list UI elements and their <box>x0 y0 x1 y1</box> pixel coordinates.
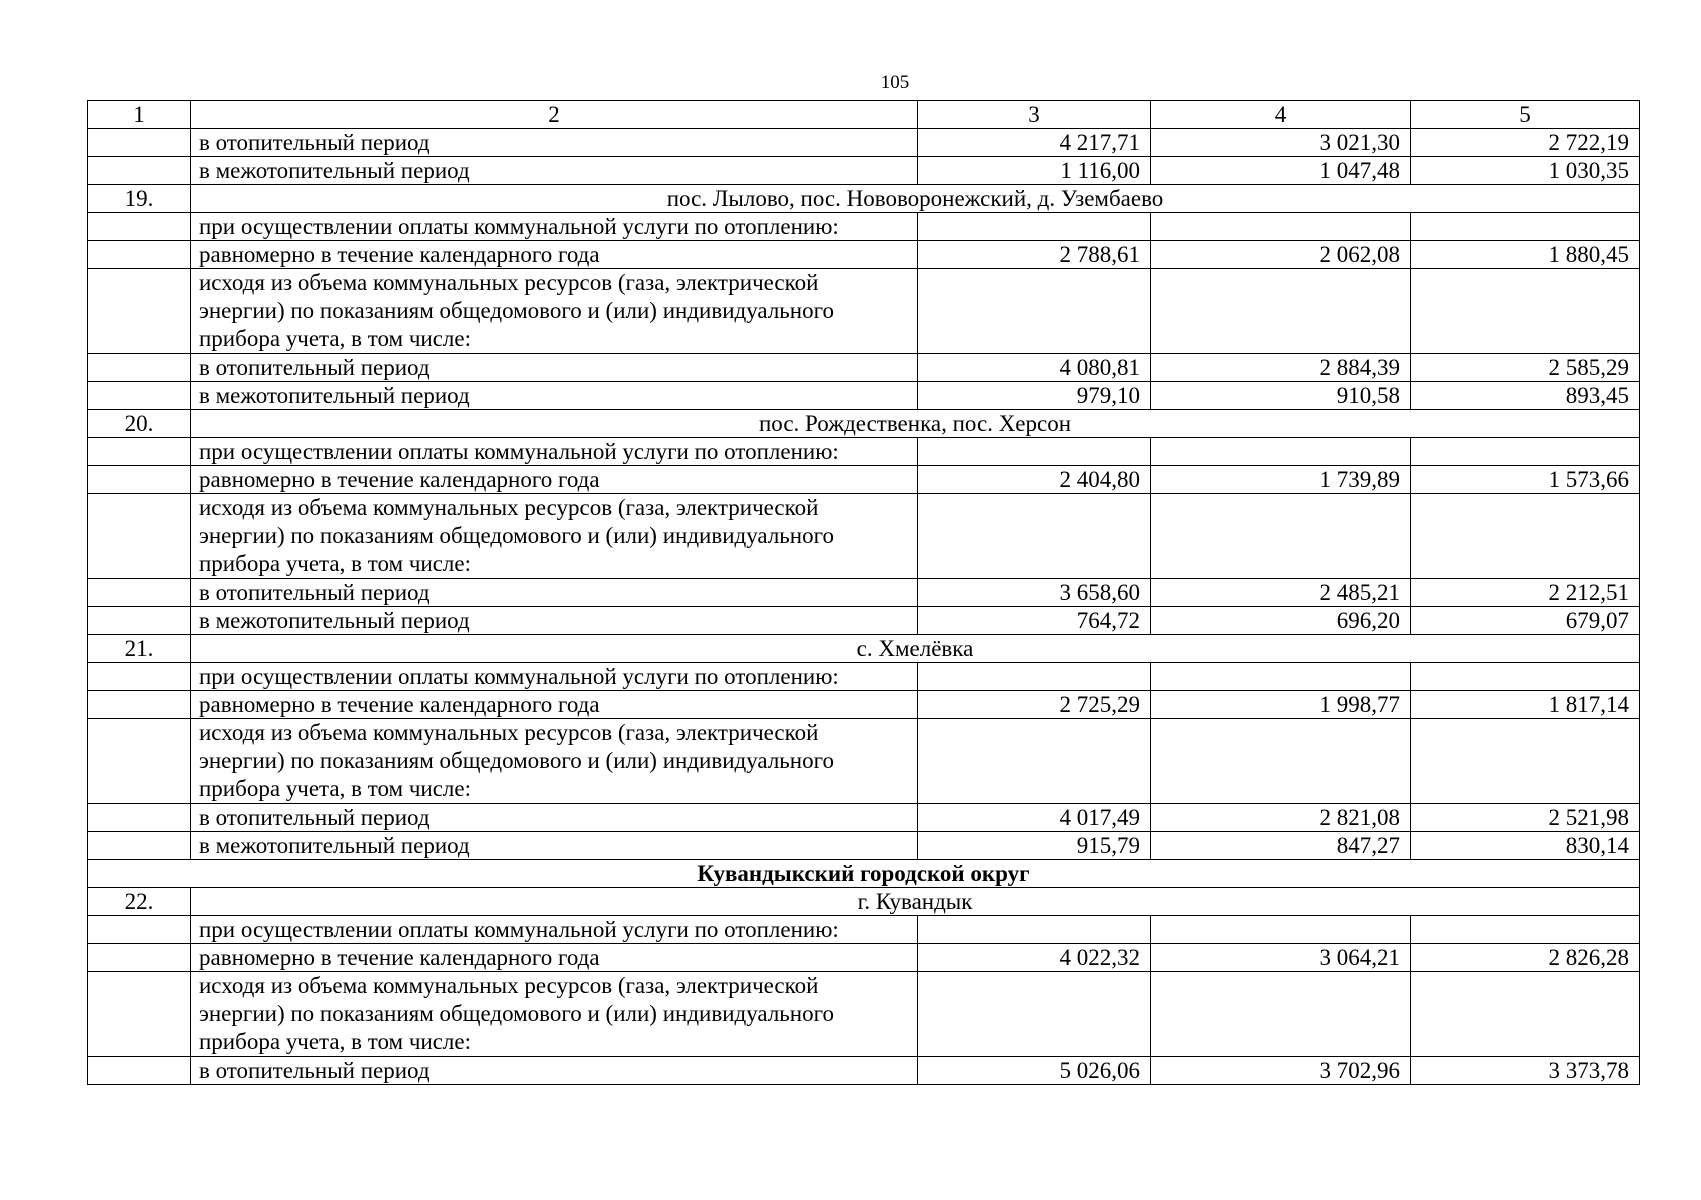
row-label: в отопительный период <box>191 579 918 607</box>
settlement-row <box>88 635 1640 663</box>
row-label: в межотопительный период <box>191 382 918 410</box>
value-col-4: 1 998,77 <box>1151 691 1411 719</box>
value-col-3: 4 080,81 <box>918 354 1151 382</box>
row-label: равномерно в течение календарного года <box>191 691 918 719</box>
value-col-5 <box>1411 494 1640 579</box>
row-label: в отопительный период <box>191 129 918 157</box>
value-col-4: 1 047,48 <box>1151 157 1411 185</box>
value-col-3: 1 116,00 <box>918 157 1151 185</box>
table-row <box>88 607 1640 635</box>
row-number <box>88 382 191 410</box>
table-row <box>88 972 1640 1057</box>
row-number: 19. <box>88 185 191 213</box>
value-col-3 <box>918 213 1151 241</box>
header-cell-2: 2 <box>191 101 918 129</box>
table-row <box>88 663 1640 691</box>
value-col-5: 1 573,66 <box>1411 466 1640 494</box>
value-col-4 <box>1151 494 1411 579</box>
value-col-5: 1 817,14 <box>1411 691 1640 719</box>
row-number <box>88 719 191 804</box>
row-label: при осуществлении оплаты коммунальной услуги по отоплению: <box>191 663 918 691</box>
value-col-5: 2 212,51 <box>1411 579 1640 607</box>
value-col-4 <box>1151 916 1411 944</box>
header-cell-1: 1 <box>88 101 191 129</box>
row-label: исходя из объема коммунальных ресурсов (газа, электрической энергии) по показаниям общедомового и (или) индивидуального прибора учета, в том числе: <box>191 972 918 1057</box>
value-col-3 <box>918 719 1151 804</box>
value-col-4: 3 021,30 <box>1151 129 1411 157</box>
table-row <box>88 804 1640 832</box>
row-number <box>88 579 191 607</box>
table-row <box>88 494 1640 579</box>
value-col-4 <box>1151 269 1411 354</box>
row-number <box>88 269 191 354</box>
value-col-5 <box>1411 213 1640 241</box>
row-label: исходя из объема коммунальных ресурсов (газа, электрической энергии) по показаниям общедомового и (или) индивидуального прибора учета, в том числе: <box>191 494 918 579</box>
row-label: равномерно в течение календарного года <box>191 241 918 269</box>
value-col-4 <box>1151 438 1411 466</box>
table-row <box>88 916 1640 944</box>
table-row <box>88 354 1640 382</box>
row-label: при осуществлении оплаты коммунальной услуги по отоплению: <box>191 438 918 466</box>
value-col-3 <box>918 972 1151 1057</box>
settlement-row <box>88 888 1640 916</box>
value-col-5 <box>1411 438 1640 466</box>
value-col-3: 2 404,80 <box>918 466 1151 494</box>
row-number <box>88 494 191 579</box>
value-col-5: 3 373,78 <box>1411 1057 1640 1085</box>
value-col-5: 1 880,45 <box>1411 241 1640 269</box>
table-row <box>88 382 1640 410</box>
row-number <box>88 916 191 944</box>
row-label: при осуществлении оплаты коммунальной услуги по отоплению: <box>191 213 918 241</box>
table-row <box>88 466 1640 494</box>
row-number: 21. <box>88 635 191 663</box>
row-label: равномерно в течение календарного года <box>191 466 918 494</box>
header-row <box>88 101 1640 129</box>
row-number <box>88 663 191 691</box>
row-number <box>88 691 191 719</box>
tariff-table-body <box>88 101 1640 1085</box>
value-col-5: 893,45 <box>1411 382 1640 410</box>
row-number <box>88 213 191 241</box>
row-number <box>88 129 191 157</box>
table-row <box>88 129 1640 157</box>
value-col-3: 4 217,71 <box>918 129 1151 157</box>
row-number <box>88 354 191 382</box>
value-col-3 <box>918 438 1151 466</box>
header-cell-5: 5 <box>1411 101 1640 129</box>
value-col-3: 4 022,32 <box>918 944 1151 972</box>
value-col-4: 910,58 <box>1151 382 1411 410</box>
table-row <box>88 691 1640 719</box>
row-number: 20. <box>88 410 191 438</box>
value-col-4 <box>1151 213 1411 241</box>
settlement-name: с. Хмелёвка <box>191 635 1640 663</box>
value-col-4: 3 064,21 <box>1151 944 1411 972</box>
table-row <box>88 241 1640 269</box>
value-col-4: 847,27 <box>1151 832 1411 860</box>
value-col-4: 2 821,08 <box>1151 804 1411 832</box>
value-col-5 <box>1411 663 1640 691</box>
row-number <box>88 438 191 466</box>
value-col-4 <box>1151 719 1411 804</box>
row-number <box>88 607 191 635</box>
row-number <box>88 972 191 1057</box>
page-number: 105 <box>880 72 910 93</box>
header-cell-4: 4 <box>1151 101 1411 129</box>
value-col-5: 679,07 <box>1411 607 1640 635</box>
district-row <box>88 860 1640 888</box>
value-col-5: 830,14 <box>1411 832 1640 860</box>
row-number <box>88 157 191 185</box>
row-label: в межотопительный период <box>191 607 918 635</box>
value-col-3 <box>918 663 1151 691</box>
value-col-3: 5 026,06 <box>918 1057 1151 1085</box>
table-row <box>88 438 1640 466</box>
settlement-row <box>88 185 1640 213</box>
value-col-3: 3 658,60 <box>918 579 1151 607</box>
value-col-4: 2 884,39 <box>1151 354 1411 382</box>
row-label: в отопительный период <box>191 1057 918 1085</box>
value-col-4: 3 702,96 <box>1151 1057 1411 1085</box>
row-number <box>88 1057 191 1085</box>
table-row <box>88 1057 1640 1085</box>
value-col-5 <box>1411 269 1640 354</box>
row-label: в отопительный период <box>191 354 918 382</box>
settlement-row <box>88 410 1640 438</box>
table-row <box>88 719 1640 804</box>
row-label: в отопительный период <box>191 804 918 832</box>
settlement-name: г. Кувандык <box>191 888 1640 916</box>
value-col-5: 2 826,28 <box>1411 944 1640 972</box>
row-label: в межотопительный период <box>191 157 918 185</box>
value-col-5 <box>1411 719 1640 804</box>
row-number <box>88 944 191 972</box>
settlement-name: пос. Рождественка, пос. Херсон <box>191 410 1640 438</box>
row-number <box>88 832 191 860</box>
value-col-3: 2 725,29 <box>918 691 1151 719</box>
row-label: при осуществлении оплаты коммунальной услуги по отоплению: <box>191 916 918 944</box>
value-col-5: 2 722,19 <box>1411 129 1640 157</box>
row-label: исходя из объема коммунальных ресурсов (газа, электрической энергии) по показаниям общедомового и (или) индивидуального прибора учета, в том числе: <box>191 269 918 354</box>
row-number <box>88 804 191 832</box>
table-row <box>88 579 1640 607</box>
value-col-4: 1 739,89 <box>1151 466 1411 494</box>
value-col-4 <box>1151 663 1411 691</box>
value-col-4: 2 485,21 <box>1151 579 1411 607</box>
value-col-3: 2 788,61 <box>918 241 1151 269</box>
row-number <box>88 241 191 269</box>
row-number: 22. <box>88 888 191 916</box>
value-col-5 <box>1411 916 1640 944</box>
row-number <box>88 466 191 494</box>
tariff-table <box>87 100 1640 1085</box>
value-col-4: 2 062,08 <box>1151 241 1411 269</box>
value-col-3 <box>918 269 1151 354</box>
table-row <box>88 157 1640 185</box>
table-row <box>88 269 1640 354</box>
value-col-5: 2 585,29 <box>1411 354 1640 382</box>
table-row <box>88 944 1640 972</box>
value-col-5: 1 030,35 <box>1411 157 1640 185</box>
value-col-3 <box>918 494 1151 579</box>
row-label: равномерно в течение календарного года <box>191 944 918 972</box>
table-row <box>88 832 1640 860</box>
value-col-4 <box>1151 972 1411 1057</box>
value-col-3: 915,79 <box>918 832 1151 860</box>
value-col-3 <box>918 916 1151 944</box>
table-row <box>88 213 1640 241</box>
row-label: исходя из объема коммунальных ресурсов (газа, электрической энергии) по показаниям общедомового и (или) индивидуального прибора учета, в том числе: <box>191 719 918 804</box>
settlement-name: пос. Лылово, пос. Нововоронежский, д. Узембаево <box>191 185 1640 213</box>
value-col-5 <box>1411 972 1640 1057</box>
value-col-5: 2 521,98 <box>1411 804 1640 832</box>
value-col-3: 979,10 <box>918 382 1151 410</box>
value-col-3: 4 017,49 <box>918 804 1151 832</box>
value-col-3: 764,72 <box>918 607 1151 635</box>
value-col-4: 696,20 <box>1151 607 1411 635</box>
district-title: Кувандыкский городской округ <box>88 860 1640 888</box>
header-cell-3: 3 <box>918 101 1151 129</box>
row-label: в межотопительный период <box>191 832 918 860</box>
